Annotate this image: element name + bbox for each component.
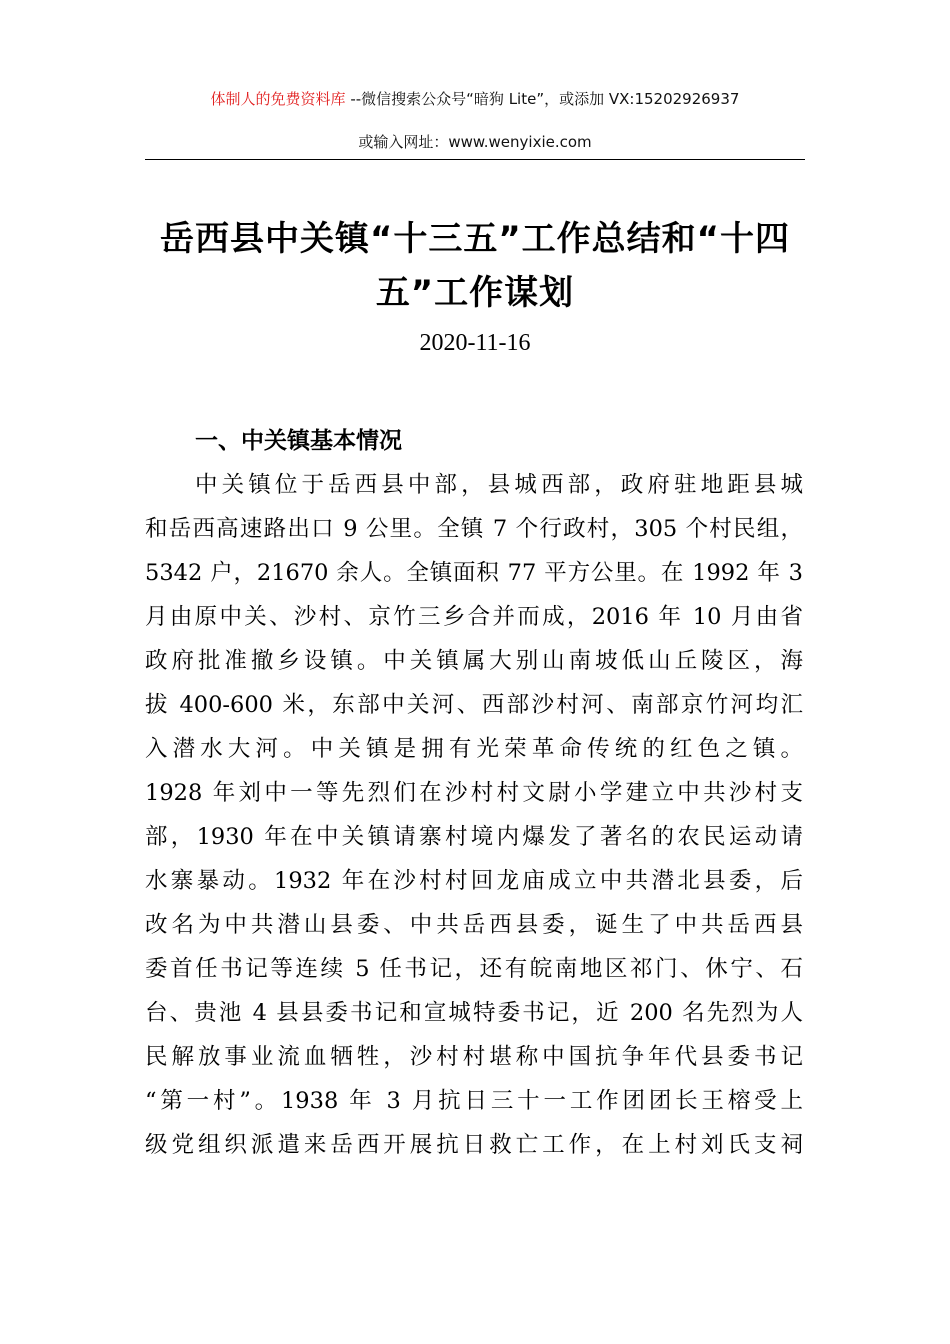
- paragraph-line: 和岳西高速路出口 9 公里。全镇 7 个行政村，305 个村民组，: [145, 516, 803, 542]
- header-promo-text: --微信搜索公众号“暗狗 Lite”，或添加 VX:15202926937: [345, 90, 740, 108]
- paragraph-line: 改名为中共潜山县委、中共岳西县委，诞生了中共岳西县: [145, 912, 803, 938]
- paragraph-line: 委首任书记等连续 5 任书记，还有皖南地区祁门、休宁、石: [145, 956, 803, 982]
- paragraph-line: 1928 年刘中一等先烈们在沙村村文尉小学建立中共沙村支: [145, 780, 803, 806]
- header-promo-line: [0, 88, 950, 110]
- paragraph-line: “第一村”。1938 年 3 月抗日三十一工作团团长王榕受上: [145, 1088, 803, 1114]
- header-divider: [145, 159, 805, 160]
- paragraph-line: 中关镇位于岳西县中部，县城西部，政府驻地距县城: [195, 472, 803, 498]
- paragraph-line: 级党组织派遣来岳西开展抗日救亡工作，在上村刘氏支祠: [145, 1132, 803, 1158]
- paragraph-line: 部，1930 年在中关镇请寨村境内爆发了著名的农民运动请: [145, 824, 803, 850]
- header-url-line: 或输入网址：www.wenyixie.com: [358, 133, 592, 151]
- paragraph-line: 水寨暴动。1932 年在沙村村回龙庙成立中共潜北县委，后: [145, 868, 803, 894]
- section-heading: 一、中关镇基本情况: [195, 428, 402, 454]
- paragraph-line: 政府批准撤乡设镇。中关镇属大别山南坡低山丘陵区，海: [145, 648, 803, 674]
- paragraph-line: 入潜水大河。中关镇是拥有光荣革命传统的红色之镇。: [145, 736, 803, 762]
- paragraph-line: 月由原中关、沙村、京竹三乡合并而成，2016 年 10 月由省: [145, 604, 803, 630]
- paragraph-line: 台、贵池 4 县县委书记和宣城特委书记，近 200 名先烈为人: [145, 1000, 803, 1026]
- document-date: 2020-11-16: [419, 330, 531, 356]
- header-brand: 体制人的免费资料库: [210, 90, 346, 108]
- paragraph-line: 5342 户，21670 余人。全镇面积 77 平方公里。在 1992 年 3: [145, 560, 803, 586]
- paragraph-line: 拔 400-600 米，东部中关河、西部沙村河、南部京竹河均汇: [145, 692, 803, 718]
- paragraph-line: 民解放事业流血牺牲，沙村村堪称中国抗争年代县委书记: [145, 1044, 803, 1070]
- document-title: 岳西县中关镇“十三五”工作总结和“十四五”工作谋划: [159, 219, 791, 313]
